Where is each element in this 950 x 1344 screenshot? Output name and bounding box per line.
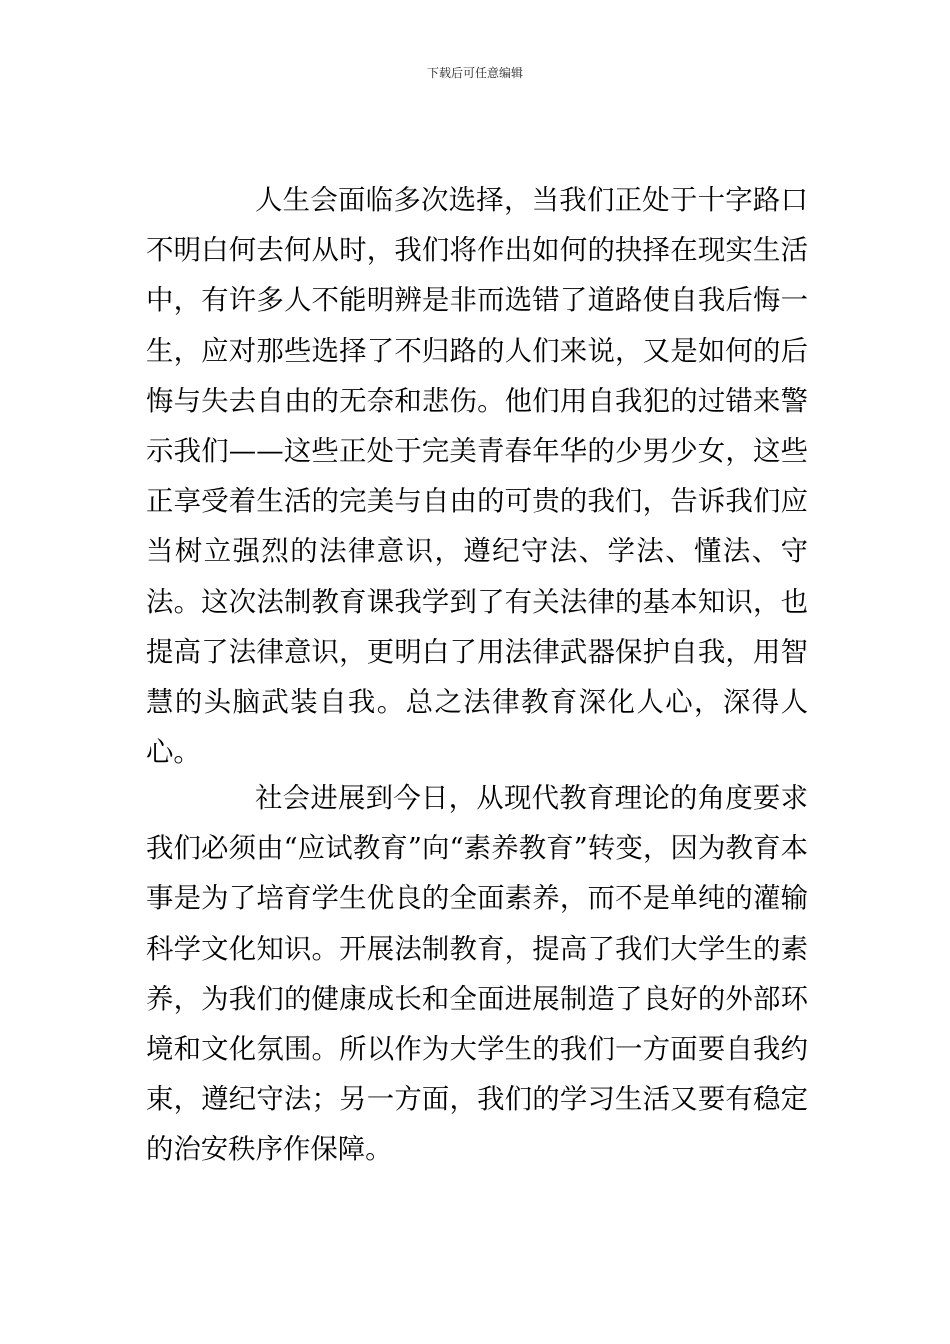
paragraph-text: 人生会面临多次选择，当我们正处于十字路口不明白何去何从时，我们将作出如何的抉择在现实生活中，有许多人不能明辨是非而选错了道路使自我后悔一生，应对那些选择了不归路的人们来说，又是如何的后悔与失去自由的无奈和悲伤。他们用自我犯的过错来警示我们——这些正处于完美青春年华的少男少女，这些正享受着生活的完美与自由的可贵的我们，告诉我们应当树立强烈的法律意识，遵纪守法、学法、懂法、守法。这次法制教育课我学到了有关法律的基本知识，也提高了法律意识，更明白了用法律武器保护自我，用智慧的头脑武装自我。总之法律教育深化人心，深得人心。 <box>146 185 808 769</box>
body-paragraph <box>146 774 808 1176</box>
page-header: 下载后可任意编辑 <box>426 66 523 80</box>
body-paragraph <box>146 176 808 778</box>
paragraph-text: 社会进展到今日，从现代教育理论的角度要求我们必须由“应试教育”向“素养教育”转变，因为教育本事是为了培育学生优良的全面素养，而不是单纯的灌输科学文化知识。开展法制教育，提高了我们大学生的素养，为我们的健康成长和全面进展制造了良好的外部环境和文化氛围。所以作为大学生的我们一方面要自我约束，遵纪守法；另一方面，我们的学习生活又要有稳定的治安秩序作保障。 <box>146 783 808 1166</box>
